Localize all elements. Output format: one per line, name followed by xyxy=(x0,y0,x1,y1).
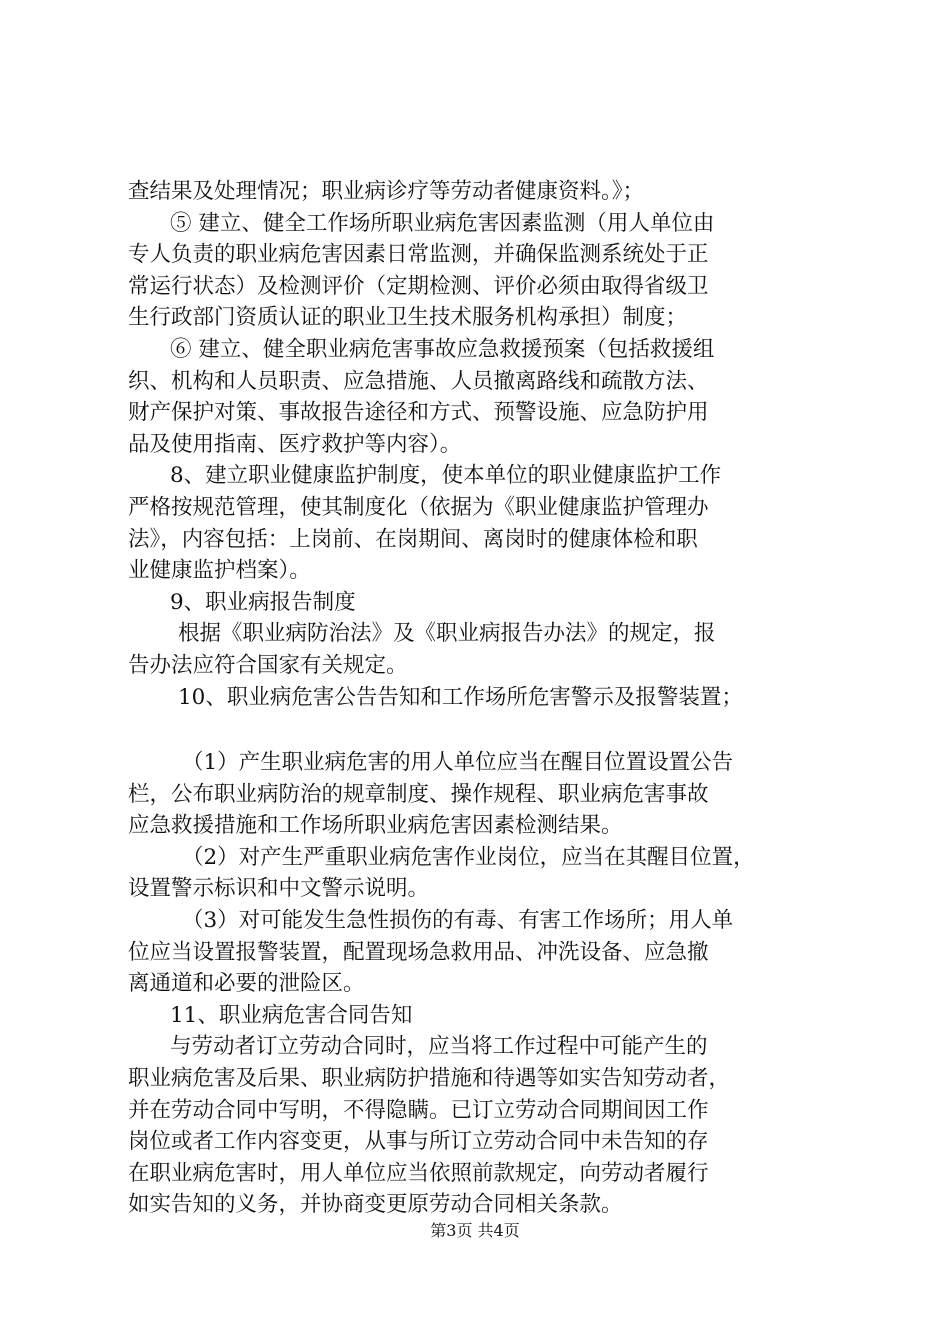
text-line: 设置警示标识和中文警示说明。 xyxy=(128,876,430,902)
text-line: ⑥ 建立、健全职业病危害事故应急救援预案（包括救援组 xyxy=(170,336,715,362)
page-footer: 第3页 共4页 xyxy=(430,1221,520,1240)
text-line: 并在劳动合同中写明，不得隐瞒。已订立劳动合同期间因工作 xyxy=(128,1097,709,1123)
text-line: 财产保护对策、事故报告途径和方式、预警设施、应急防护用 xyxy=(128,400,709,426)
text-line: ⑤ 建立、健全工作场所职业病危害因素监测（用人单位由 xyxy=(170,210,715,236)
text-line: 栏，公布职业病防治的规章制度、操作规程、职业病危害事故 xyxy=(128,781,709,807)
text-line: 常运行状态）及检测评价（定期检测、评价必须由取得省级卫 xyxy=(128,273,709,299)
text-line: 离通道和必要的泄险区。 xyxy=(128,971,365,997)
text-line: 9、职业病报告制度 xyxy=(170,589,356,615)
text-line: 10、职业病危害公告告知和工作场所危害警示及报警装置； xyxy=(178,684,743,710)
text-line: 生行政部门资质认证的职业卫生技术服务机构承担）制度； xyxy=(128,305,688,331)
text-line: 职业病危害及后果、职业病防护措施和待遇等如实告知劳动者， xyxy=(128,1066,731,1092)
text-line: 专人负责的职业病危害因素日常监测，并确保监测系统处于正 xyxy=(128,242,709,268)
text-line: 织、机构和人员职责、应急措施、人员撤离路线和疏散方法、 xyxy=(128,368,709,394)
text-line: 业健康监护档案）。 xyxy=(128,558,311,584)
text-line: 岗位或者工作内容变更，从事与所订立劳动合同中未告知的存 xyxy=(128,1129,709,1155)
text-line: 8、建立职业健康监护制度，使本单位的职业健康监护工作 xyxy=(170,463,722,489)
text-line: 位应当设置报警装置，配置现场急救用品、冲洗设备、应急撤 xyxy=(128,939,709,965)
text-line: 品及使用指南、医疗救护等内容）。 xyxy=(128,431,462,457)
text-line: 在职业病危害时，用人单位应当依照前款规定，向劳动者履行 xyxy=(128,1160,709,1186)
text-line: （3）对可能发生急性损伤的有毒、有害工作场所；用人单 xyxy=(182,908,734,934)
text-line: 查结果及处理情况；职业病诊疗等劳动者健康资料。》； xyxy=(128,179,645,204)
text-line: （1）产生职业病危害的用人单位应当在醒目位置设置公告 xyxy=(182,750,734,776)
text-line: 应急救援措施和工作场所职业病危害因素检测结果。 xyxy=(128,813,623,839)
text-line: 严格按规范管理，使其制度化（依据为《职业健康监护管理办 xyxy=(128,494,709,520)
text-line: 如实告知的义务，并协商变更原劳动合同相关条款。 xyxy=(128,1192,623,1218)
text-line: （2）对产生严重职业病危害作业岗位，应当在其醒目位置， xyxy=(182,844,755,870)
paragraph-gap xyxy=(128,713,832,747)
text-line: 11、职业病危害合同告知 xyxy=(170,1002,413,1028)
text-line: 根据《职业病防治法》及《职业病报告办法》的规定，报 xyxy=(178,621,716,647)
text-line: 告办法应符合国家有关规定。 xyxy=(128,652,408,678)
text-line: 与劳动者订立劳动合同时，应当将工作过程中可能产生的 xyxy=(170,1034,708,1060)
body-text xyxy=(128,176,832,1221)
text-line: 法》，内容包括：上岗前、在岗期间、离岗时的健康体检和职 xyxy=(128,526,698,552)
